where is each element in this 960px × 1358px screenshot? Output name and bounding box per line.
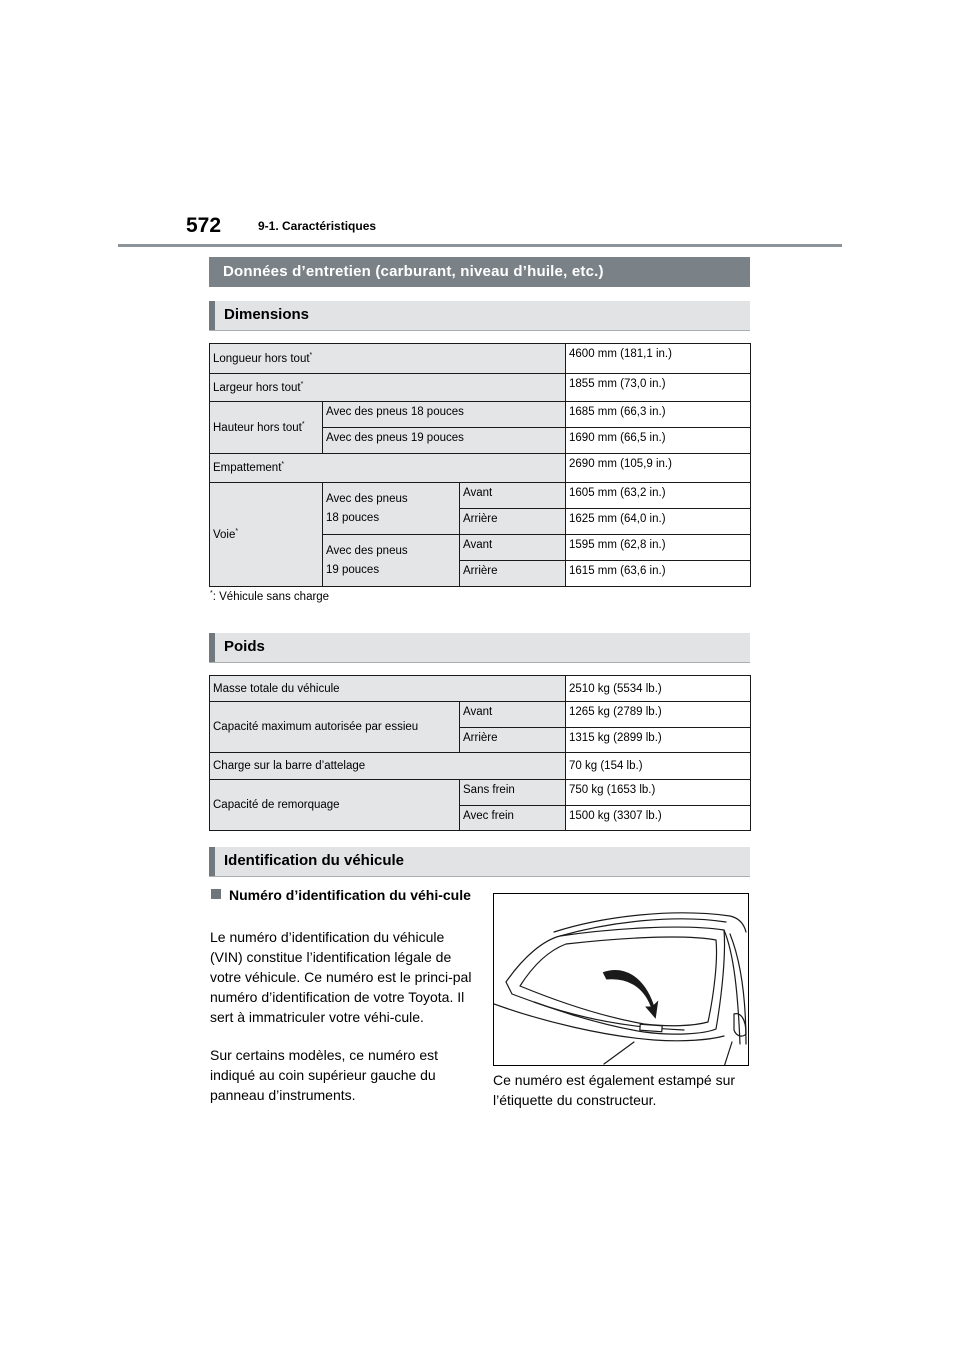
dimensions-heading: Dimensions [209,301,750,331]
width-value: 1855 mm (73,0 in.) [566,374,751,402]
vin-heading: Numéro d’identification du véhi-cule [211,885,473,905]
figure-caption: Ce numéro est également estampé sur l’étiquette du constructeur. [493,1072,736,1108]
table-row [210,483,751,509]
track18-front-value: 1605 mm (63,2 in.) [566,483,751,509]
vin-paragraph-2: Sur certains modèles, ce numéro est indiqué au coin supérieur gauche du panneau d’instruments. [210,1047,438,1103]
height-label: Hauteur hors tout* [210,402,323,454]
axle-front-label: Avant [460,702,566,728]
axle-capacity-label: Capacité maximum autorisée par essieu [210,702,460,753]
vin-paragraph-1: Le numéro d’identification du véhicule (VIN) constitue l’identification légale de votre véhicule. Ce numéro est le princi-pal numéro d’identification de votre Toyota. Il sert à immatriculer votre véhi-cule. [210,929,472,1025]
track18-rear-value: 1625 mm (64,0 in.) [566,509,751,535]
hitch-load-label: Charge sur la barre d’attelage [210,753,566,780]
header-rule [118,244,842,247]
height-tires19-value: 1690 mm (66,5 in.) [566,428,751,454]
track-tires19-label: Avec des pneus 19 pouces [323,535,460,587]
main-heading: Données d’entretien (carburant, niveau d’huile, etc.) [209,257,750,287]
track19-rear-label: Arrière [460,561,566,587]
length-value: 4600 mm (181,1 in.) [566,344,751,374]
wheelbase-value: 2690 mm (105,9 in.) [566,454,751,483]
hitch-load-value: 70 kg (154 lb.) [566,753,751,780]
length-label: Longueur hors tout* [210,344,566,374]
track19-front-label: Avant [460,535,566,561]
table-row [210,374,751,402]
table-row [210,344,751,374]
axle-rear-value: 1315 kg (2899 lb.) [566,728,751,753]
track18-rear-label: Arrière [460,509,566,535]
width-label: Largeur hors tout* [210,374,566,402]
weight-heading: Poids [209,633,750,663]
towing-capacity-label: Capacité de remorquage [210,780,460,831]
dimensions-footnote: *: Véhicule sans charge [210,590,330,603]
table-row [210,702,751,728]
height-tires19-label: Avec des pneus 19 pouces [323,428,566,454]
axle-rear-label: Arrière [460,728,566,753]
track-tires18-label: Avec des pneus 18 pouces [323,483,460,535]
weight-table [209,675,751,831]
section-reference: 9-1. Caractéristiques [258,219,377,233]
total-mass-value: 2510 kg (5534 lb.) [566,676,751,702]
page-number: 572 [186,214,222,237]
axle-front-value: 1265 kg (2789 lb.) [566,702,751,728]
identification-heading: Identification du véhicule [209,847,750,877]
track19-rear-value: 1615 mm (63,6 in.) [566,561,751,587]
table-row [210,402,751,428]
table-row [210,676,751,702]
unbraked-value: 750 kg (1653 lb.) [566,780,751,806]
track18-front-label: Avant [460,483,566,509]
windshield-illustration [493,893,749,1066]
wheelbase-label: Empattement* [210,454,566,483]
height-tires18-value: 1685 mm (66,3 in.) [566,402,751,428]
table-row [210,780,751,806]
pointer-arrow [602,970,659,1020]
braked-label: Avec frein [460,806,566,831]
table-row [210,753,751,780]
bullet-square-icon [211,889,221,899]
table-row [210,454,751,483]
dimensions-table [209,343,751,587]
unbraked-label: Sans frein [460,780,566,806]
track19-front-value: 1595 mm (62,8 in.) [566,535,751,561]
windshield-drawing [494,894,749,1066]
track-label: Voie* [210,483,323,587]
total-mass-label: Masse totale du véhicule [210,676,566,702]
braked-value: 1500 kg (3307 lb.) [566,806,751,831]
height-tires18-label: Avec des pneus 18 pouces [323,402,566,428]
